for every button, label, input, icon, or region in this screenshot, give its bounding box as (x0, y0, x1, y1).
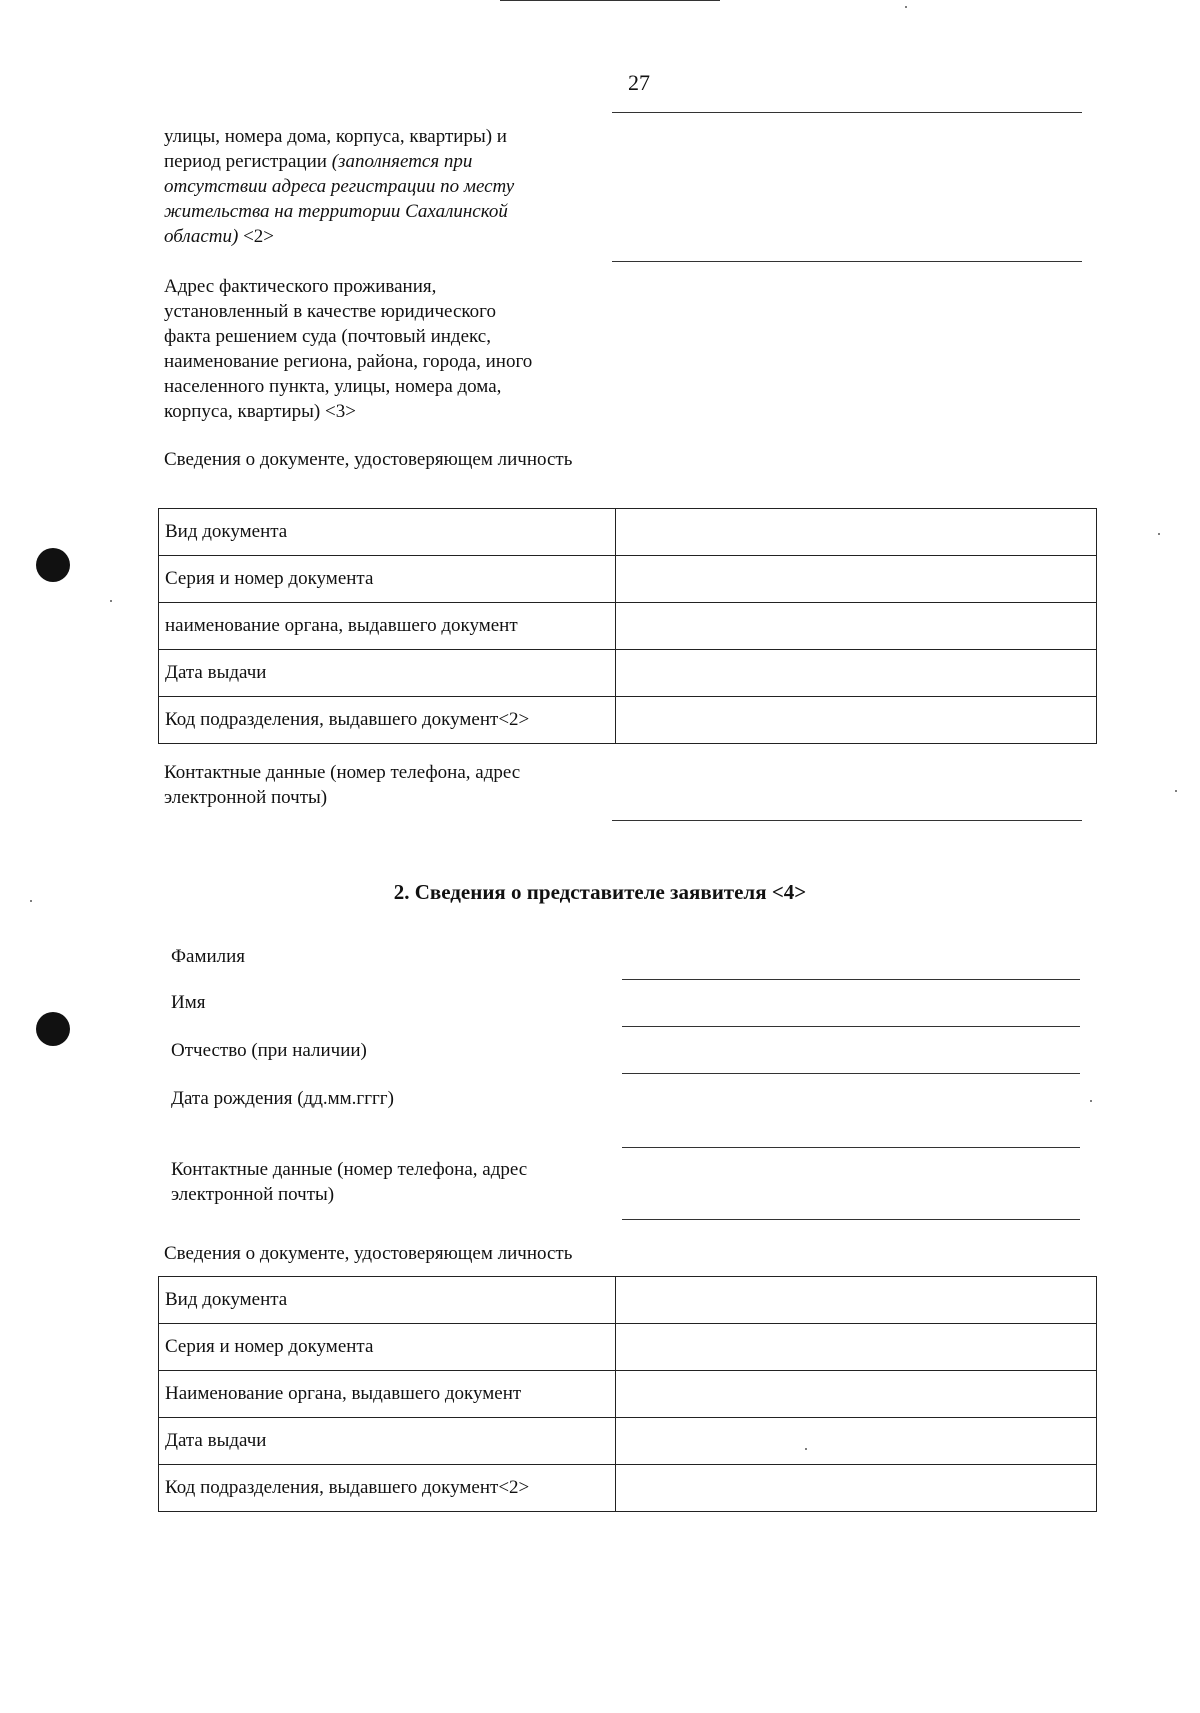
actual-address-line-1: Адрес фактического проживания, (164, 276, 437, 297)
rep-id-doc-issuer-value[interactable] (616, 1371, 1097, 1418)
registration-period-answer-line[interactable] (612, 261, 1082, 262)
rep-contact-line[interactable] (622, 1219, 1080, 1220)
rep-id-doc-number-value[interactable] (616, 1324, 1097, 1371)
page-number: 27 (628, 70, 650, 95)
rep-id-doc-issue-date-label: Дата выдачи (159, 1418, 616, 1465)
table-row (159, 1277, 1097, 1324)
table-row (159, 509, 1097, 556)
rep-contact-line-2: электронной почты) (171, 1184, 335, 1205)
applicant-contact-answer-line[interactable] (612, 820, 1082, 821)
rep-id-doc-division-code-label: Код подразделения, выдавшего документ<2> (159, 1465, 616, 1512)
address-tail-line-1: улицы, номера дома, корпуса, квартиры) и (164, 126, 507, 147)
rep-patronymic-label: Отчество (при наличии) (171, 1040, 367, 1061)
applicant-id-doc-heading: Сведения о документе, удостоверяющем личность (164, 449, 573, 470)
table-row (159, 556, 1097, 603)
rep-id-doc-type-label: Вид документа (159, 1277, 616, 1324)
applicant-id-doc-table (158, 508, 1097, 744)
rep-id-doc-number-label: Серия и номер документа (159, 1324, 616, 1371)
table-row (159, 1371, 1097, 1418)
id-doc-type-value[interactable] (616, 509, 1097, 556)
id-doc-division-code-value[interactable] (616, 697, 1097, 744)
actual-address-line-5: населенного пункта, улицы, номера дома, (164, 376, 502, 397)
applicant-contact-line-2: электронной почты) (164, 787, 328, 808)
rep-birth-date-line[interactable] (622, 1147, 1080, 1148)
rep-id-doc-issuer-label: Наименование органа, выдавшего документ (159, 1371, 616, 1418)
id-doc-number-label: Серия и номер документа (159, 556, 616, 603)
rep-name-line[interactable] (622, 1026, 1080, 1027)
rep-id-doc-issue-date-value[interactable] (616, 1418, 1097, 1465)
table-row (159, 1324, 1097, 1371)
id-doc-type-label: Вид документа (159, 509, 616, 556)
rep-contact-line-1: Контактные данные (номер телефона, адрес (171, 1159, 528, 1180)
applicant-contact-line-1: Контактные данные (номер телефона, адрес (164, 762, 521, 783)
top-scan-line (500, 0, 720, 1)
address-tail-line-5: области) <2> (164, 226, 275, 247)
table-row (159, 603, 1097, 650)
id-doc-issue-date-value[interactable] (616, 650, 1097, 697)
rep-id-doc-table (158, 1276, 1097, 1512)
id-doc-number-value[interactable] (616, 556, 1097, 603)
actual-address-line-4: наименование региона, района, города, иного (164, 351, 533, 372)
rep-surname-label: Фамилия (171, 946, 246, 967)
actual-address-line-6: корпуса, квартиры) <3> (164, 401, 356, 422)
rep-birth-date-label: Дата рождения (дд.мм.гггг) (171, 1088, 394, 1109)
section-2-title: 2. Сведения о представителе заявителя <4> (393, 880, 807, 904)
id-doc-division-code-label: Код подразделения, выдавшего документ<2> (159, 697, 616, 744)
rep-id-doc-heading: Сведения о документе, удостоверяющем личность (164, 1243, 573, 1264)
table-row (159, 697, 1097, 744)
table-row (159, 1418, 1097, 1465)
rep-name-label: Имя (171, 992, 206, 1013)
rep-id-doc-division-code-value[interactable] (616, 1465, 1097, 1512)
address-tail-line-3: отсутствии адреса регистрации по месту (164, 176, 515, 197)
address-tail-line-2: период регистрации (заполняется при (164, 151, 473, 172)
id-doc-issuer-label: наименование органа, выдавшего документ (159, 603, 616, 650)
punch-hole-lower (36, 1012, 70, 1046)
table-row (159, 650, 1097, 697)
address-tail-line-4: жительства на территории Сахалинской (164, 201, 508, 222)
rep-patronymic-line[interactable] (622, 1073, 1080, 1074)
punch-hole-upper (36, 548, 70, 582)
address-answer-line-top (612, 112, 1082, 113)
table-row (159, 1465, 1097, 1512)
rep-id-doc-type-value[interactable] (616, 1277, 1097, 1324)
id-doc-issuer-value[interactable] (616, 603, 1097, 650)
id-doc-issue-date-label: Дата выдачи (159, 650, 616, 697)
actual-address-line-2: установленный в качестве юридического (164, 301, 496, 322)
rep-surname-line[interactable] (622, 979, 1080, 980)
actual-address-line-3: факта решением суда (почтовый индекс, (164, 326, 491, 347)
